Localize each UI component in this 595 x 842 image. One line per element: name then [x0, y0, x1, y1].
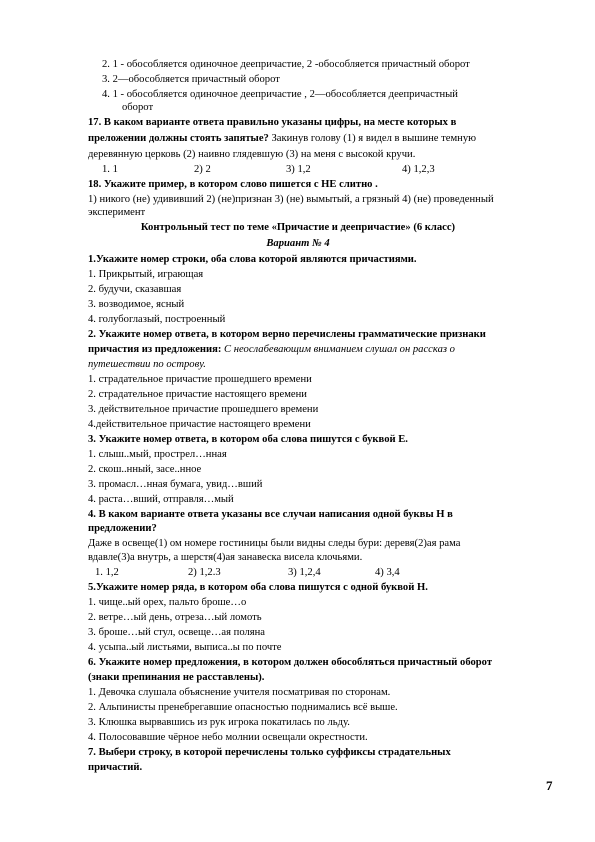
question-3-title: 3. Укажите номер ответа, в котором оба слова пишутся с буквой Е. — [88, 434, 408, 445]
question-6-option-3: 3. Клюшка вырвавшись из рук игрока покатилась по льду. — [88, 717, 350, 728]
option-2: 2. 1 - обособляется одиночное деепричастие, 2 -обособляется причастный оборот — [102, 59, 470, 70]
question-17-line2: преложении должны стоять запятые? Закинув голову (1) я видел в вышине темную — [88, 133, 477, 144]
question-6-title-cont: (знаки препинания не расставлены). — [88, 672, 265, 683]
question-1-option-4: 4. голубоглазый, построенный — [88, 314, 226, 325]
question-6-title: 6. Укажите номер предложения, в котором должен обособляться причастный оборот — [88, 657, 493, 668]
question-2-option-3: 3. действительное причастие прошедшего времени — [88, 404, 319, 415]
question-3-option-4: 4. раста…вший, отправля…мый — [88, 494, 234, 505]
question-2-line2: причастия из предложения: С неослабевающим вниманием слушал он рассказ о — [88, 344, 455, 355]
question-4-answer-3: 3) 1,2,4 — [288, 567, 321, 578]
question-4-title-cont: предложении? — [88, 523, 157, 534]
question-17-answer-2: 2) 2 — [194, 164, 211, 175]
question-1-option-2: 2. будучи, сказавшая — [88, 284, 182, 295]
question-18-title: 18. Укажите пример, в котором слово пишется с НЕ слитно . — [88, 179, 378, 190]
question-1-option-3: 3. возводимое, ясный — [88, 299, 185, 310]
question-2-option-1: 1. страдательное причастие прошедшего времени — [88, 374, 312, 385]
question-7-title: 7. Выбери строку, в которой перечислены только суффиксы страдательных — [88, 747, 451, 758]
option-3: 3. 2—обособляется причастный оборот — [102, 74, 280, 85]
test-title: Контрольный тест по теме «Причастие и деепричастие» (6 класс) — [140, 222, 456, 233]
question-18-options: 1) никого (не) удививший 2) (не)признан 3) (не) вымытый, а грязный 4) (не) проведенный — [88, 194, 494, 205]
question-2-option-2: 2. страдательное причастие настоящего времени — [88, 389, 307, 400]
question-17-line3: деревянную церковь (2) наивно глядевшую (3) на меня с высокой кручи. — [88, 149, 416, 160]
option-4-cont: оборот — [122, 102, 154, 113]
question-4-title: 4. В каком варианте ответа указаны все случаи написания одной буквы Н в — [88, 509, 453, 520]
question-17-answer-4: 4) 1,2,3 — [402, 164, 435, 175]
question-1-title: 1.Укажите номер строки, оба слова которой являются причастиями. — [88, 254, 417, 265]
page-number: 7 — [546, 778, 553, 793]
question-5-option-2: 2. ветре…ый день, отреза…ый ломоть — [88, 612, 262, 623]
variant-title: Вариант № 4 — [266, 238, 330, 249]
question-3-option-1: 1. слыш..мый, прострел…нная — [88, 449, 227, 460]
question-18-options-cont: эксперимент — [88, 207, 146, 218]
question-2-line3: путешествии по острову. — [88, 359, 206, 370]
question-17-answer-1: 1. 1 — [102, 164, 118, 175]
question-4-answer-4: 4) 3,4 — [375, 567, 400, 578]
question-4-answer-1: 1. 1,2 — [95, 567, 119, 578]
question-4-sentence: Даже в освеще(1) ом номере гостиницы были видны следы бури: деревя(2)ая рама — [88, 538, 461, 549]
option-4: 4. 1 - обособляется одиночное деепричастие , 2—обособляется деепричастный — [102, 89, 458, 100]
question-6-option-2: 2. Альпинисты пренебрегавшие опасностью поднимались всё выше. — [88, 702, 398, 713]
question-5-title: 5.Укажите номер ряда, в котором оба слова пишутся с одной буквой Н. — [88, 582, 428, 593]
question-2-title: 2. Укажите номер ответа, в котором верно перечислены грамматические признаки — [88, 329, 486, 340]
question-3-option-2: 2. скош..нный, засе..нное — [88, 464, 202, 475]
question-17-answer-3: 3) 1,2 — [286, 164, 311, 175]
question-5-option-1: 1. чище..ый орех, пальто броше…о — [88, 597, 247, 608]
question-5-option-3: 3. броше…ый стул, освеще…ая поляна — [88, 627, 266, 638]
question-7-title-cont: причастий. — [88, 762, 143, 773]
question-17-title: 17. В каком варианте ответа правильно указаны цифры, на месте которых в — [88, 117, 457, 128]
question-2-option-4: 4.действительное причастие настоящего времени — [88, 419, 311, 430]
question-6-option-4: 4. Полосовавшие чёрное небо молнии освещали окрестности. — [88, 732, 368, 743]
question-1-option-1: 1. Прикрытый, играющая — [88, 269, 204, 280]
question-3-option-3: 3. промасл…нная бумага, увид…вший — [88, 479, 263, 490]
question-5-option-4: 4. усыпа..ый листьями, выписа..ы по почте — [88, 642, 282, 653]
question-6-option-1: 1. Девочка слушала объяснение учителя посматривая по сторонам. — [88, 687, 391, 698]
question-4-answer-2: 2) 1,2.3 — [188, 567, 221, 578]
question-4-sentence-cont: вдавле(3)а внутрь, а шерстя(4)ая занавеска висела клочьями. — [88, 552, 363, 563]
